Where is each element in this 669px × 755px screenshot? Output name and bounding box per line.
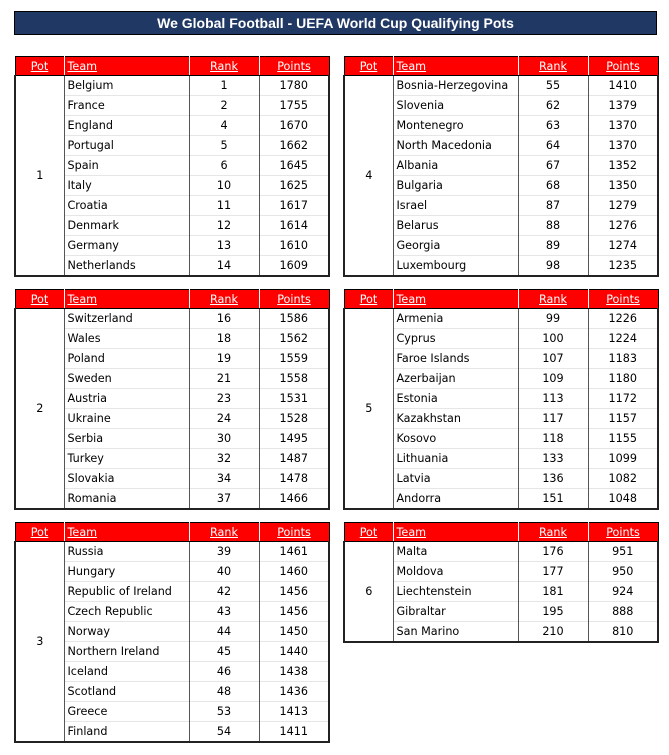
points-cell: 1440 — [259, 642, 329, 662]
points-cell: 1180 — [588, 369, 658, 389]
rank-cell: 136 — [518, 469, 588, 489]
team-cell: Turkey — [64, 449, 189, 469]
points-cell: 1614 — [259, 216, 329, 236]
rank-cell: 1 — [189, 76, 259, 96]
team-cell: Faroe Islands — [393, 349, 518, 369]
rank-cell: 6 — [189, 156, 259, 176]
table-row — [15, 309, 329, 329]
rank-cell: 177 — [518, 562, 588, 582]
rank-cell: 19 — [189, 349, 259, 369]
pot-table-6 — [343, 522, 659, 643]
team-cell: Poland — [64, 349, 189, 369]
points-cell: 1780 — [259, 76, 329, 96]
team-cell: Germany — [64, 236, 189, 256]
points-cell: 1487 — [259, 449, 329, 469]
pot-table-2 — [14, 289, 330, 510]
page-title: We Global Football - UEFA World Cup Qualifying Pots — [14, 11, 657, 35]
pot-table-5 — [343, 289, 659, 510]
rank-cell: 5 — [189, 136, 259, 156]
points-cell: 1559 — [259, 349, 329, 369]
team-cell: Montenegro — [393, 116, 518, 136]
team-cell: Albania — [393, 156, 518, 176]
rank-cell: 4 — [189, 116, 259, 136]
pot-header: Pot — [15, 523, 64, 542]
rank-cell: 133 — [518, 449, 588, 469]
team-cell: Bulgaria — [393, 176, 518, 196]
points-cell: 1645 — [259, 156, 329, 176]
team-cell: Portugal — [64, 136, 189, 156]
rank-cell: 63 — [518, 116, 588, 136]
points-cell: 1461 — [259, 542, 329, 562]
rank-header: Rank — [189, 523, 259, 542]
pot-table-4 — [343, 56, 659, 277]
rank-cell: 46 — [189, 662, 259, 682]
team-cell: Netherlands — [64, 256, 189, 277]
pot-header: Pot — [344, 290, 393, 309]
team-cell: Serbia — [64, 429, 189, 449]
rank-cell: 100 — [518, 329, 588, 349]
points-cell: 1370 — [588, 116, 658, 136]
team-cell: Kosovo — [393, 429, 518, 449]
points-cell: 1155 — [588, 429, 658, 449]
pot-header: Pot — [344, 57, 393, 76]
points-cell: 1456 — [259, 582, 329, 602]
rank-cell: 2 — [189, 96, 259, 116]
rank-cell: 24 — [189, 409, 259, 429]
rank-cell: 55 — [518, 76, 588, 96]
points-header: Points — [588, 57, 658, 76]
points-cell: 1528 — [259, 409, 329, 429]
team-cell: Andorra — [393, 489, 518, 510]
rank-cell: 14 — [189, 256, 259, 277]
table-row — [344, 542, 658, 562]
table-row — [15, 76, 329, 96]
rank-cell: 99 — [518, 309, 588, 329]
points-cell: 1379 — [588, 96, 658, 116]
points-cell: 1558 — [259, 369, 329, 389]
rank-cell: 87 — [518, 196, 588, 216]
points-cell: 951 — [588, 542, 658, 562]
points-cell: 950 — [588, 562, 658, 582]
rank-cell: 117 — [518, 409, 588, 429]
points-cell: 1410 — [588, 76, 658, 96]
pot-number: 4 — [344, 76, 393, 277]
rank-cell: 34 — [189, 469, 259, 489]
points-cell: 1411 — [259, 722, 329, 743]
points-header: Points — [259, 57, 329, 76]
points-cell: 1625 — [259, 176, 329, 196]
points-cell: 1370 — [588, 136, 658, 156]
team-cell: Republic of Ireland — [64, 582, 189, 602]
points-cell: 1224 — [588, 329, 658, 349]
rank-cell: 40 — [189, 562, 259, 582]
pot-number: 3 — [15, 542, 64, 743]
team-header: Team — [64, 523, 189, 542]
rank-cell: 107 — [518, 349, 588, 369]
points-cell: 1438 — [259, 662, 329, 682]
pot-header: Pot — [15, 57, 64, 76]
team-cell: Denmark — [64, 216, 189, 236]
points-cell: 1495 — [259, 429, 329, 449]
team-cell: Ukraine — [64, 409, 189, 429]
pot-number: 1 — [15, 76, 64, 277]
rank-cell: 43 — [189, 602, 259, 622]
points-cell: 810 — [588, 622, 658, 643]
team-cell: Slovakia — [64, 469, 189, 489]
rank-header: Rank — [518, 57, 588, 76]
rank-cell: 89 — [518, 236, 588, 256]
points-header: Points — [588, 523, 658, 542]
points-cell: 1099 — [588, 449, 658, 469]
points-cell: 1183 — [588, 349, 658, 369]
rank-cell: 195 — [518, 602, 588, 622]
points-header: Points — [588, 290, 658, 309]
team-cell: Switzerland — [64, 309, 189, 329]
points-cell: 1670 — [259, 116, 329, 136]
team-cell: Finland — [64, 722, 189, 743]
rank-cell: 37 — [189, 489, 259, 510]
team-cell: Austria — [64, 389, 189, 409]
points-cell: 1450 — [259, 622, 329, 642]
team-cell: Bosnia-Herzegovina — [393, 76, 518, 96]
rank-cell: 10 — [189, 176, 259, 196]
team-cell: Russia — [64, 542, 189, 562]
pot-number: 5 — [344, 309, 393, 510]
points-cell: 1531 — [259, 389, 329, 409]
team-header: Team — [393, 57, 518, 76]
pot-table-3 — [14, 522, 330, 743]
team-cell: Sweden — [64, 369, 189, 389]
team-cell: Czech Republic — [64, 602, 189, 622]
rank-cell: 67 — [518, 156, 588, 176]
team-cell: Croatia — [64, 196, 189, 216]
rank-cell: 176 — [518, 542, 588, 562]
rank-header: Rank — [518, 290, 588, 309]
team-cell: Estonia — [393, 389, 518, 409]
points-cell: 1460 — [259, 562, 329, 582]
pot-table-1 — [14, 56, 330, 277]
rank-cell: 16 — [189, 309, 259, 329]
team-header: Team — [64, 57, 189, 76]
team-cell: Malta — [393, 542, 518, 562]
points-cell: 1157 — [588, 409, 658, 429]
rank-cell: 118 — [518, 429, 588, 449]
team-cell: Gibraltar — [393, 602, 518, 622]
team-cell: Northern Ireland — [64, 642, 189, 662]
rank-cell: 151 — [518, 489, 588, 510]
points-header: Points — [259, 290, 329, 309]
team-cell: Slovenia — [393, 96, 518, 116]
rank-header: Rank — [518, 523, 588, 542]
rank-cell: 42 — [189, 582, 259, 602]
points-cell: 1617 — [259, 196, 329, 216]
rank-cell: 32 — [189, 449, 259, 469]
rank-cell: 48 — [189, 682, 259, 702]
points-cell: 1456 — [259, 602, 329, 622]
team-cell: Moldova — [393, 562, 518, 582]
points-cell: 1274 — [588, 236, 658, 256]
team-cell: Hungary — [64, 562, 189, 582]
rank-cell: 181 — [518, 582, 588, 602]
points-cell: 1478 — [259, 469, 329, 489]
table-row — [15, 542, 329, 562]
team-cell: Lithuania — [393, 449, 518, 469]
points-cell: 1226 — [588, 309, 658, 329]
team-cell: Romania — [64, 489, 189, 510]
points-cell: 1172 — [588, 389, 658, 409]
team-cell: Norway — [64, 622, 189, 642]
team-cell: Georgia — [393, 236, 518, 256]
team-cell: Spain — [64, 156, 189, 176]
table-row — [344, 76, 658, 96]
team-cell: France — [64, 96, 189, 116]
points-cell: 1413 — [259, 702, 329, 722]
points-cell: 1562 — [259, 329, 329, 349]
team-header: Team — [393, 523, 518, 542]
rank-cell: 113 — [518, 389, 588, 409]
rank-cell: 109 — [518, 369, 588, 389]
rank-cell: 98 — [518, 256, 588, 277]
rank-cell: 11 — [189, 196, 259, 216]
rank-cell: 54 — [189, 722, 259, 743]
points-cell: 1755 — [259, 96, 329, 116]
points-cell: 1350 — [588, 176, 658, 196]
rank-header: Rank — [189, 290, 259, 309]
team-cell: Belarus — [393, 216, 518, 236]
team-cell: Luxembourg — [393, 256, 518, 277]
points-cell: 1279 — [588, 196, 658, 216]
rank-cell: 13 — [189, 236, 259, 256]
rank-cell: 210 — [518, 622, 588, 643]
team-cell: Cyprus — [393, 329, 518, 349]
pot-header: Pot — [15, 290, 64, 309]
points-cell: 1276 — [588, 216, 658, 236]
rank-cell: 39 — [189, 542, 259, 562]
rank-cell: 30 — [189, 429, 259, 449]
rank-header: Rank — [189, 57, 259, 76]
points-cell: 1609 — [259, 256, 329, 277]
rank-cell: 88 — [518, 216, 588, 236]
team-cell: Liechtenstein — [393, 582, 518, 602]
rank-cell: 23 — [189, 389, 259, 409]
points-cell: 1610 — [259, 236, 329, 256]
team-cell: San Marino — [393, 622, 518, 643]
rank-cell: 53 — [189, 702, 259, 722]
team-cell: Azerbaijan — [393, 369, 518, 389]
team-cell: Latvia — [393, 469, 518, 489]
team-cell: Wales — [64, 329, 189, 349]
points-cell: 1082 — [588, 469, 658, 489]
points-cell: 1662 — [259, 136, 329, 156]
rank-cell: 45 — [189, 642, 259, 662]
points-cell: 1586 — [259, 309, 329, 329]
team-cell: North Macedonia — [393, 136, 518, 156]
rank-cell: 21 — [189, 369, 259, 389]
points-cell: 888 — [588, 602, 658, 622]
rank-cell: 64 — [518, 136, 588, 156]
rank-cell: 68 — [518, 176, 588, 196]
points-cell: 1235 — [588, 256, 658, 277]
team-cell: Greece — [64, 702, 189, 722]
team-cell: England — [64, 116, 189, 136]
team-cell: Israel — [393, 196, 518, 216]
team-cell: Armenia — [393, 309, 518, 329]
points-cell: 924 — [588, 582, 658, 602]
rank-cell: 12 — [189, 216, 259, 236]
team-header: Team — [393, 290, 518, 309]
team-cell: Kazakhstan — [393, 409, 518, 429]
pot-header: Pot — [344, 523, 393, 542]
rank-cell: 44 — [189, 622, 259, 642]
table-row — [344, 309, 658, 329]
team-cell: Iceland — [64, 662, 189, 682]
team-cell: Scotland — [64, 682, 189, 702]
points-cell: 1466 — [259, 489, 329, 510]
pot-number: 2 — [15, 309, 64, 510]
points-header: Points — [259, 523, 329, 542]
rank-cell: 62 — [518, 96, 588, 116]
pot-number: 6 — [344, 542, 393, 643]
points-cell: 1352 — [588, 156, 658, 176]
team-cell: Italy — [64, 176, 189, 196]
rank-cell: 18 — [189, 329, 259, 349]
points-cell: 1436 — [259, 682, 329, 702]
team-header: Team — [64, 290, 189, 309]
points-cell: 1048 — [588, 489, 658, 510]
team-cell: Belgium — [64, 76, 189, 96]
